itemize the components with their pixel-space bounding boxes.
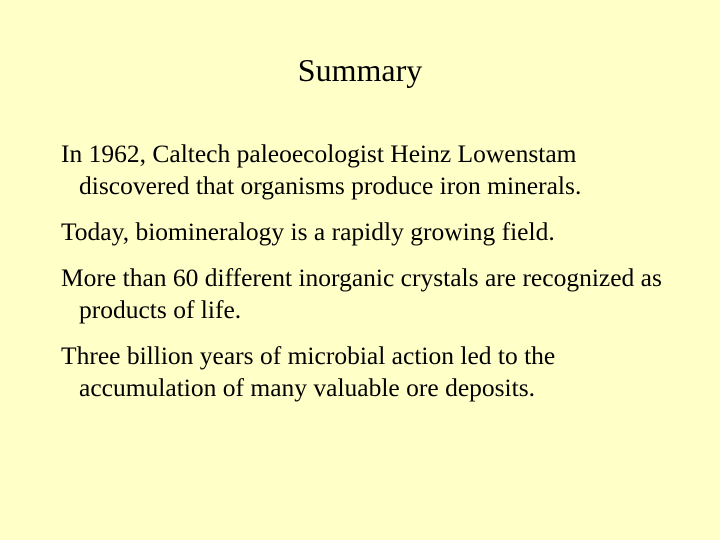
slide-title: Summary	[297, 52, 423, 88]
bullet-item: Three billion years of microbial action led to the accumulation of many valuable ore deposits.	[61, 341, 556, 402]
bullet-list	[61, 138, 681, 418]
bullet-item: Today, biomineralogy is a rapidly growing field.	[61, 217, 555, 246]
bullet-item: More than 60 different inorganic crystals are recognized as products of life.	[61, 263, 662, 324]
bullet-item: In 1962, Caltech paleoecologist Heinz Lowenstam discovered that organisms produce iron minerals.	[61, 139, 582, 200]
